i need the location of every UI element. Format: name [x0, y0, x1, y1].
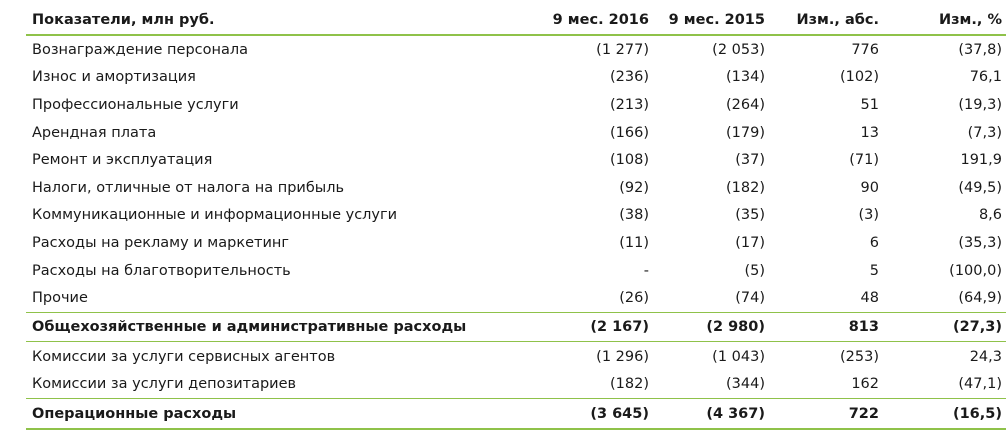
subtotal-pct: (27,3) — [883, 312, 1006, 341]
value-2015: (5) — [744, 262, 765, 279]
change-pct: (7,3) — [967, 124, 1002, 141]
value-2015: (344) — [726, 376, 765, 393]
row-label: Профессиональные услуги — [32, 96, 239, 113]
table-row — [26, 341, 1006, 370]
change-abs: (253) — [840, 348, 879, 365]
value-2016: (213) — [610, 96, 649, 113]
row-label: Арендная плата — [32, 124, 157, 141]
value-2016: (236) — [610, 69, 649, 86]
table-row — [26, 119, 1006, 147]
change-abs: 51 — [860, 96, 879, 113]
table-row — [26, 229, 1006, 257]
total-label: Операционные расходы — [26, 399, 546, 430]
value-2015: (35) — [735, 207, 765, 224]
change-abs: 5 — [869, 262, 879, 279]
value-2015: (1 043) — [712, 348, 765, 365]
table-row — [26, 174, 1006, 202]
subtotal-2015: (2 980) — [653, 312, 769, 341]
row-label: Прочие — [32, 290, 88, 307]
subtotal-2016: (2 167) — [546, 312, 653, 341]
change-pct: 191,9 — [960, 152, 1002, 169]
value-2015: (17) — [735, 234, 765, 251]
row-label: Износ и амортизация — [32, 69, 196, 86]
change-abs: 48 — [860, 290, 879, 307]
change-pct: 76,1 — [969, 69, 1002, 86]
header-change-pct: Изм., % — [883, 6, 1006, 35]
value-2015: (37) — [735, 152, 765, 169]
table-row — [26, 257, 1006, 285]
value-2016: (11) — [619, 234, 649, 251]
financial-table — [26, 6, 1006, 430]
row-label: Комиссии за услуги сервисных агентов — [32, 348, 336, 365]
table-row — [26, 35, 1006, 64]
value-2016: (182) — [610, 376, 649, 393]
value-2015: (182) — [726, 179, 765, 196]
change-abs: (102) — [840, 69, 879, 86]
change-abs: (3) — [858, 207, 879, 224]
value-2015: (264) — [726, 96, 765, 113]
total-abs: 722 — [769, 399, 883, 430]
value-2016: (26) — [619, 290, 649, 307]
value-2016: (92) — [619, 179, 649, 196]
value-2015: (2 053) — [712, 41, 765, 58]
value-2016: - — [643, 262, 649, 279]
table-row — [26, 284, 1006, 312]
change-pct: 24,3 — [969, 348, 1002, 365]
row-label: Налоги, отличные от налога на прибыль — [32, 179, 345, 196]
header-9m-2015: 9 мес. 2015 — [653, 6, 769, 35]
total-row — [26, 399, 1006, 430]
row-label: Коммуникационные и информационные услуги — [32, 207, 398, 224]
total-2016: (3 645) — [546, 399, 653, 430]
value-2016: (108) — [610, 152, 649, 169]
table-row — [26, 146, 1006, 174]
value-2016: (166) — [610, 124, 649, 141]
subtotal-row — [26, 312, 1006, 341]
total-2015: (4 367) — [653, 399, 769, 430]
value-2016: (38) — [619, 207, 649, 224]
change-pct: (47,1) — [958, 376, 1002, 393]
change-pct: (49,5) — [958, 179, 1002, 196]
change-pct: (19,3) — [958, 96, 1002, 113]
change-abs: 6 — [869, 234, 879, 251]
change-abs: 13 — [860, 124, 879, 141]
value-2016: (1 296) — [596, 348, 649, 365]
subtotal-label: Общехозяйственные и административные расходы — [26, 312, 546, 341]
row-label: Ремонт и эксплуатация — [32, 152, 213, 169]
table-row — [26, 202, 1006, 230]
row-label: Расходы на рекламу и маркетинг — [32, 234, 289, 251]
change-abs: (71) — [849, 152, 879, 169]
total-pct: (16,5) — [883, 399, 1006, 430]
change-abs: 776 — [851, 41, 879, 58]
change-pct: (35,3) — [958, 234, 1002, 251]
row-label: Комиссии за услуги депозитариев — [32, 376, 297, 393]
change-pct: (100,0) — [949, 262, 1002, 279]
table-row — [26, 91, 1006, 119]
header-row — [26, 6, 1006, 35]
table-row — [26, 64, 1006, 92]
row-label: Расходы на благотворительность — [32, 262, 291, 279]
value-2015: (179) — [726, 124, 765, 141]
header-9m-2016: 9 мес. 2016 — [546, 6, 653, 35]
change-pct: (37,8) — [958, 41, 1002, 58]
value-2015: (134) — [726, 69, 765, 86]
table-row — [26, 371, 1006, 399]
change-abs: 90 — [860, 179, 879, 196]
value-2015: (74) — [735, 290, 765, 307]
subtotal-abs: 813 — [769, 312, 883, 341]
change-pct: (64,9) — [958, 290, 1002, 307]
header-indicator: Показатели, млн руб. — [26, 6, 546, 35]
value-2016: (1 277) — [596, 41, 649, 58]
row-label: Вознаграждение персонала — [32, 41, 249, 58]
header-change-abs: Изм., абс. — [769, 6, 883, 35]
change-pct: 8,6 — [978, 207, 1002, 224]
change-abs: 162 — [851, 376, 879, 393]
